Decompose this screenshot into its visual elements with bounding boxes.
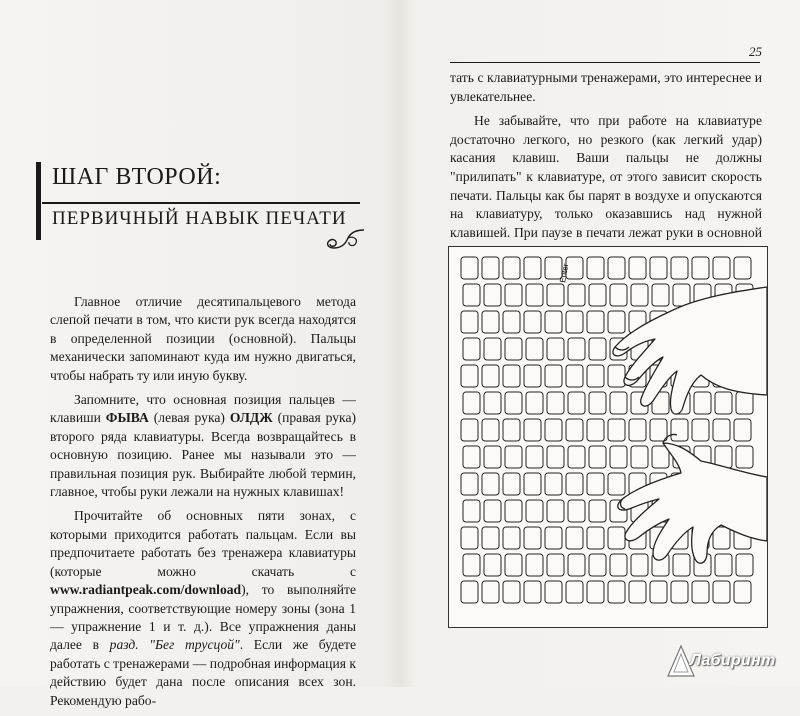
keyboard-key: [652, 284, 669, 306]
keyboard-key: [524, 581, 541, 603]
keyboard-key: [545, 473, 562, 495]
keyboard-key: [589, 338, 606, 360]
keyboard-key: [505, 446, 522, 468]
keyboard-key: [713, 419, 730, 441]
right-page: [400, 0, 800, 687]
chapter-title: ШАГ ВТОРОЙ:: [52, 164, 222, 190]
keyboard-key: [631, 284, 648, 306]
paragraph: Запомните, что основная позиция пальцев — клавиши ФЫВА (левая рука) ОЛДЖ (правая рука) второго ряда клавиатуры. Всегда возвращайтесь в основную позицию. Ранее мы называли это — правильная позиция рук. Выбирайте любой термин, главное, чтобы руки лежали на нужных клавишах!: [50, 392, 357, 500]
keyboard-key: [673, 284, 690, 306]
keyboard-key: [736, 554, 753, 576]
keyboard-key: [547, 338, 564, 360]
keyboard-key: [566, 581, 583, 603]
keyboard-key: [652, 446, 669, 468]
keyboard-key: [566, 473, 583, 495]
keyboard-key: [734, 581, 751, 603]
keyboard-key: [566, 527, 583, 549]
keyboard-key: [524, 311, 541, 333]
keyboard-key: [463, 446, 480, 468]
keyboard-key: [589, 446, 606, 468]
flourish-icon: [324, 226, 366, 252]
keyboard-key: [610, 392, 627, 414]
keyboard-key: [526, 500, 543, 522]
keyboard-key: [526, 392, 543, 414]
keyboard-key: [692, 581, 709, 603]
keyboard-key: [629, 419, 646, 441]
keyboard-key: [526, 338, 543, 360]
keyboard-key: [545, 581, 562, 603]
keyboard-key: [610, 284, 627, 306]
keyboard-key: [587, 365, 604, 387]
chapter-divider: [42, 202, 360, 204]
left-body-text: [50, 293, 356, 716]
keyboard-key: [484, 338, 501, 360]
download-link: www.radiantpeak.com/download: [50, 582, 242, 598]
keyboard-key: [545, 365, 562, 387]
keyboard-key: [482, 311, 499, 333]
keyboard-key: [694, 392, 711, 414]
keyboard-key: [503, 527, 520, 549]
keyboard-key: [589, 284, 606, 306]
keyboard-key: [568, 338, 585, 360]
keyboard-key: [608, 257, 625, 279]
keyboard-key: [526, 554, 543, 576]
keyboard-key: [692, 257, 709, 279]
keyboard-key: [461, 365, 478, 387]
keyboard-key: [736, 446, 753, 468]
keyboard-key: [587, 257, 604, 279]
chapter-bar: [36, 162, 41, 240]
keyboard-key: [526, 446, 543, 468]
keyboard-key: [734, 419, 751, 441]
keyboard-key: [505, 284, 522, 306]
keyboard-key: [524, 365, 541, 387]
header-rule: [450, 62, 760, 63]
keyboard-hands-illustration: [448, 246, 768, 628]
right-body-text: [450, 69, 762, 267]
keyboard-key: [524, 257, 541, 279]
keyboard-key: [713, 581, 730, 603]
keyboard-key: [503, 581, 520, 603]
keyboard-key: [503, 311, 520, 333]
keyboard-key: [568, 284, 585, 306]
keyboard-key: [671, 419, 688, 441]
keyboard-key: [545, 527, 562, 549]
keyboard-key: [463, 554, 480, 576]
keyboard-key: [587, 311, 604, 333]
keyboard-key: [589, 554, 606, 576]
keyboard-key: [566, 419, 583, 441]
keyboard-key: [610, 554, 627, 576]
keyboard-key: [505, 500, 522, 522]
keyboard-key: [503, 365, 520, 387]
keyboard-key: [568, 500, 585, 522]
keyboard-key: [608, 473, 625, 495]
keyboard-key: [547, 446, 564, 468]
keyboard-key: [736, 392, 753, 414]
keyboard-key: [568, 554, 585, 576]
keyboard-key: [629, 257, 646, 279]
keyboard-key: [587, 581, 604, 603]
paragraph: тать с клавиатурными тренажерами, это интереснее и увлекательнее.: [450, 70, 762, 104]
keyboard-key: [482, 473, 499, 495]
left-page: [0, 0, 400, 708]
keyboard-key: [505, 554, 522, 576]
keyboard-key: [461, 311, 478, 333]
key-label-enter: Enter: [558, 262, 571, 284]
keyboard-key: [463, 284, 480, 306]
keyboard-key: [461, 419, 478, 441]
keyboard-key: [526, 284, 543, 306]
keyboard-key: [610, 446, 627, 468]
keyboard-key: [589, 392, 606, 414]
keyboard-key: [631, 446, 648, 468]
keyboard-key: [587, 527, 604, 549]
keyboard-key: [650, 257, 667, 279]
keyboard-key: [715, 554, 732, 576]
keyboard-key: [545, 311, 562, 333]
keyboard-key: [463, 500, 480, 522]
keyboard-key: [461, 257, 478, 279]
keyboard-key: [503, 257, 520, 279]
keyboard-key: [484, 446, 501, 468]
keyboard-key: [547, 500, 564, 522]
keyboard-key: [545, 419, 562, 441]
keyboard-key: [608, 365, 625, 387]
keyboard-hands-drawing: [449, 247, 767, 627]
keyboard-key: [713, 257, 730, 279]
keyboard-key: [608, 419, 625, 441]
labirint-watermark: [666, 640, 796, 680]
keyboard-key: [463, 392, 480, 414]
keyboard-key: [484, 500, 501, 522]
keyboard-key: [568, 392, 585, 414]
keyboard-key: [673, 554, 690, 576]
paragraph: Не забывайте, что при работе на клавиатуре достаточно легкого, но резкого (как легкий удар) касания клавиш. Ваши пальцы не должны "прилипать" к клавиатуре, от этого зависит скорость печати. Пальцы как бы парят в воздухе и опускаются на клавиатуру, только оказавшись над нужной клавишей. При паузе в печати лежат руки в основной: [450, 113, 762, 240]
keyboard-key: [482, 581, 499, 603]
keyboard-key: [587, 419, 604, 441]
keyboard-key: [650, 419, 667, 441]
chapter-heading: [36, 162, 366, 246]
keyboard-key: [547, 392, 564, 414]
keyboard-key: [713, 527, 730, 549]
keyboard-key: [566, 365, 583, 387]
keyboard-key: [484, 284, 501, 306]
keyboard-key: [715, 392, 732, 414]
keyboard-key: [608, 581, 625, 603]
keyboard-key: [503, 419, 520, 441]
keyboard-key: [631, 554, 648, 576]
keyboard-key: [482, 527, 499, 549]
page-number: 25: [749, 44, 762, 59]
keyboard-key: [505, 338, 522, 360]
paragraph: Главное отличие десятипальцевого метода слепой печати в том, что кисти рук всегда находятся в определенной позиции (основной). Пальцы механически запоминают куда им нужно двигаться, чтобы набрать ту или иную букву.: [50, 294, 356, 383]
keyboard-key: [587, 473, 604, 495]
keyboard-key: [482, 257, 499, 279]
keyboard-key: [608, 311, 625, 333]
keyboard-key: [461, 527, 478, 549]
keyboard-key: [505, 392, 522, 414]
keyboard-key: [482, 365, 499, 387]
keyboard-key: [671, 581, 688, 603]
keyboard-key: [547, 284, 564, 306]
keyboard-key: [547, 554, 564, 576]
watermark-text: Лабиринт: [690, 652, 776, 669]
keyboard-key: [461, 473, 478, 495]
keyboard-key: [734, 257, 751, 279]
keyboard-key: [484, 554, 501, 576]
keyboard-key: [484, 392, 501, 414]
keyboard-key: [482, 419, 499, 441]
keyboard-key: [566, 311, 583, 333]
keyboard-key: [524, 527, 541, 549]
keyboard-key: [524, 419, 541, 441]
keyboard-key: [589, 500, 606, 522]
chapter-subtitle: ПЕРВИЧНЫЙ НАВЫК ПЕЧАТИ: [52, 208, 347, 229]
keyboard-key: [608, 527, 625, 549]
keyboard-key: [463, 338, 480, 360]
keyboard-key: [568, 446, 585, 468]
keyboard-key: [692, 419, 709, 441]
keyboard-key: [671, 257, 688, 279]
keyboard-key: [629, 581, 646, 603]
keyboard-key: [524, 473, 541, 495]
keyboard-key: [503, 473, 520, 495]
keyboard-key: [461, 581, 478, 603]
paragraph: Прочитайте об основных пяти зонах, с которыми приходится работать пальцам. Если вы предпочитаете работать без тренажера клавиатуры (которые можно скачать с www.radiantpeak.com/download), то выполняйте упражнения, соответствующие номеру зоны (зона 1 — упражнение 1 и т. д.). Все упражнения даны далее в разд. "Бег трусцой". Если же будете работать с тренажерами — подробная информация к действию будет дана после описания всех зон. Рекомендую рабо-: [50, 508, 357, 708]
keyboard-key: [650, 581, 667, 603]
